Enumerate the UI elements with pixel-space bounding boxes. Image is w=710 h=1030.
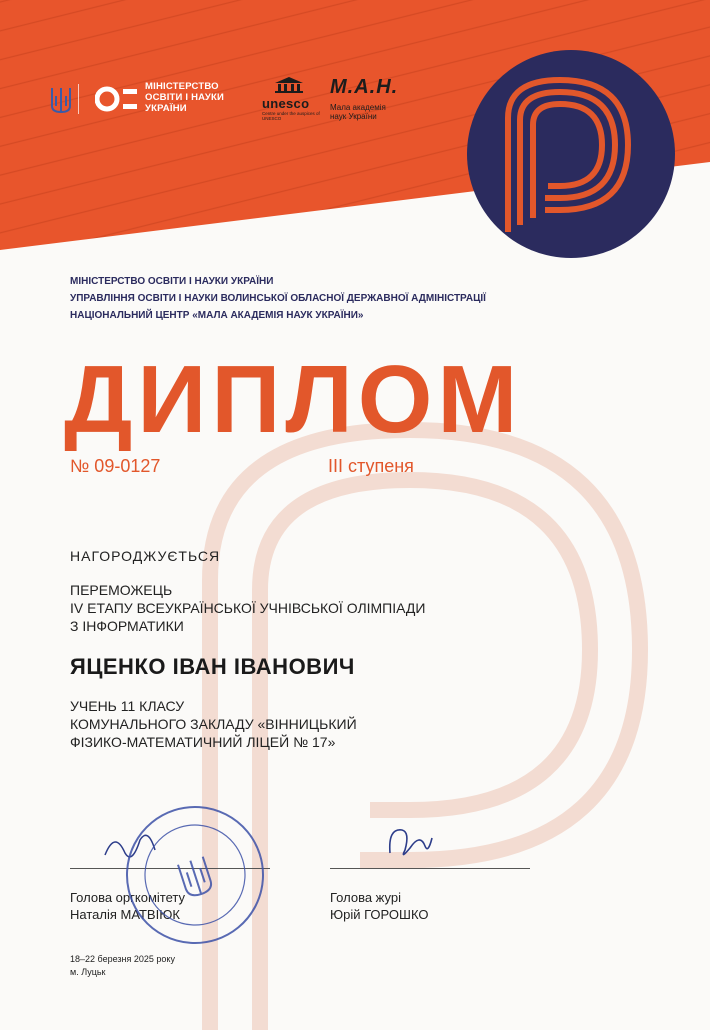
logo-divider (78, 84, 79, 114)
signature-line-right (330, 868, 530, 869)
signature-right-role: Голова журі (330, 890, 401, 905)
trident-icon (50, 86, 72, 114)
diploma-number: № 09-0127 (70, 456, 161, 476)
signature-left-name: Наталія МАТВІЮК (70, 907, 180, 922)
header-band (0, 0, 710, 290)
diploma-title: ДИПЛОМ (64, 346, 523, 453)
unesco-temple-icon (273, 76, 305, 94)
winner-text: ПЕРЕМОЖЕЦЬ IV ЕТАПУ ВСЕУКРАЇНСЬКОЇ УЧНІВСЬКОЇ ОЛІМПІАДИ З ІНФОРМАТИКИ (70, 582, 426, 634)
awarded-label: НАГОРОДЖУЄТЬСЯ (70, 548, 221, 564)
organizers (70, 275, 490, 326)
student-info: УЧЕНЬ 11 КЛАСУ КОМУНАЛЬНОГО ЗАКЛАДУ «ВІННИЦЬКИЙ ФІЗИКО-МАТЕМАТИЧНИЙ ЛІЦЕЙ № 17» (70, 698, 357, 750)
diploma-degree: ІІІ ступеня (328, 456, 414, 476)
signature-right-name: Юрій ГОРОШКО (330, 907, 429, 922)
man-sub: Мала академія наук України (330, 103, 386, 121)
organizer-line: УПРАВЛІННЯ ОСВІТИ І НАУКИ ВОЛИНСЬКОЇ ОБЛАСНОЇ ДЕРЖАВНОЇ АДМІНІСТРАЦІЇ (70, 293, 486, 304)
signature-left-role: Голова оргкомітету (70, 890, 185, 905)
organizer-line: НАЦІОНАЛЬНИЙ ЦЕНТР «МАЛА АКАДЕМІЯ НАУК УКРАЇНИ» (70, 310, 364, 321)
official-stamp-icon (110, 800, 280, 950)
unesco-sub: Centre under the auspices of UNESCO (262, 111, 320, 121)
ministry-logo-text: МІНІСТЕРСТВО ОСВІТИ І НАУКИ УКРАЇНИ (145, 81, 224, 114)
ministry-icon (95, 84, 139, 114)
man-logo: М.А.Н. (330, 76, 399, 98)
unesco-word: unesco (262, 96, 310, 111)
organizer-line: МІНІСТЕРСТВО ОСВІТИ І НАУКИ УКРАЇНИ (70, 276, 274, 287)
signature-right-icon (380, 818, 440, 863)
event-date: 18–22 березня 2025 року (70, 954, 175, 964)
event-place: м. Луцьк (70, 967, 106, 977)
recipient-name: ЯЦЕНКО ІВАН ІВАНОВИЧ (70, 654, 355, 679)
